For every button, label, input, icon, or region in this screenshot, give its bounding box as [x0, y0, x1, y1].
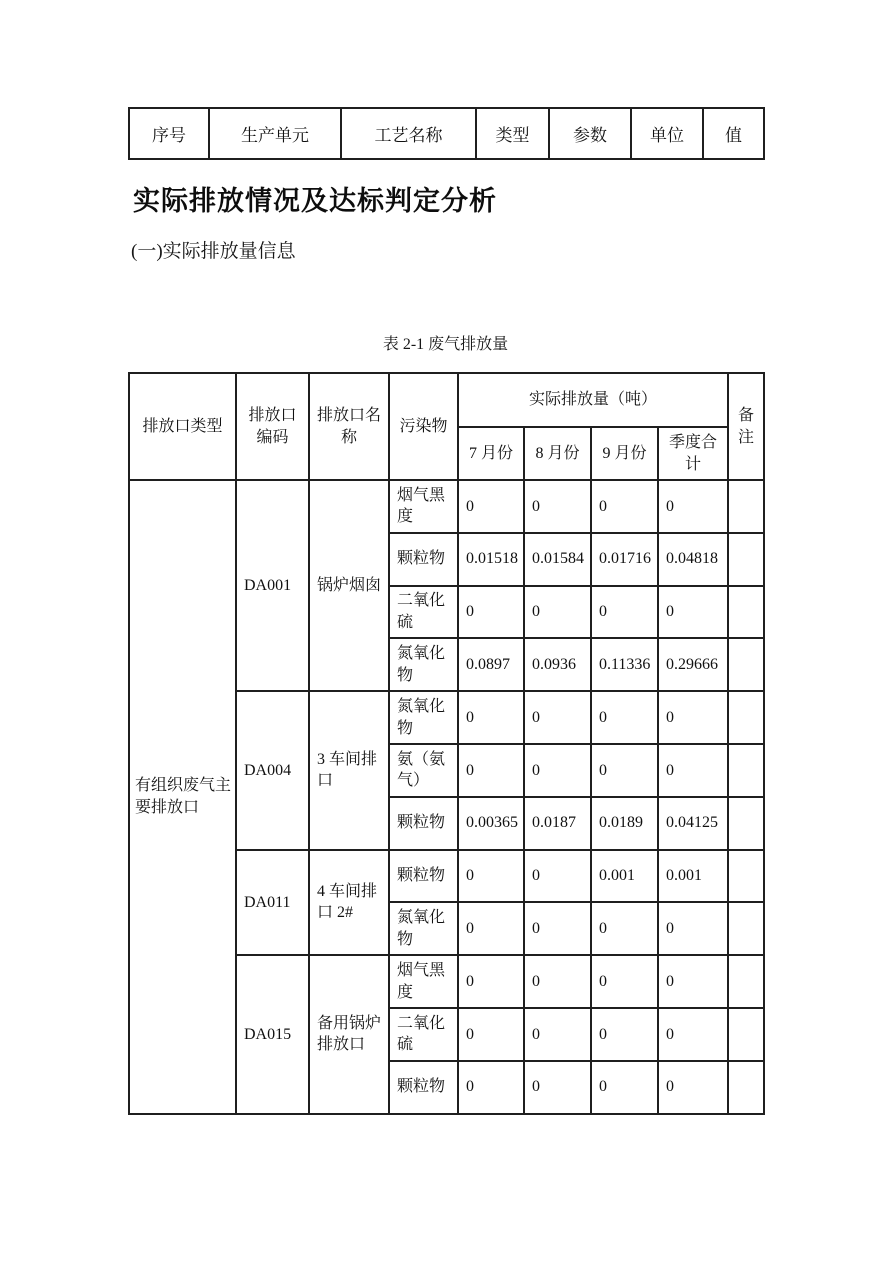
value-cell-july: 0.0897 — [458, 638, 524, 691]
column-header-parameter: 参数 — [549, 108, 631, 159]
outlet-code-cell: DA004 — [236, 691, 309, 849]
value-cell-quarter: 0 — [658, 902, 728, 955]
outlet-type-cell: 有组织废气主要排放口 — [129, 480, 236, 1114]
value-cell-july: 0 — [458, 955, 524, 1008]
remark-cell — [728, 586, 764, 639]
outlet-name-cell: 4 车间排口 2# — [309, 850, 389, 956]
remark-cell — [728, 797, 764, 850]
column-header-pollutant: 污染物 — [389, 373, 458, 480]
pollutant-cell: 颗粒物 — [389, 1061, 458, 1114]
column-header-august: 8 月份 — [524, 427, 591, 480]
value-cell-july: 0 — [458, 1008, 524, 1061]
remark-cell — [728, 533, 764, 586]
value-cell-quarter: 0.29666 — [658, 638, 728, 691]
value-cell-august: 0 — [524, 1061, 591, 1114]
value-cell-quarter: 0 — [658, 691, 728, 744]
value-cell-august: 0 — [524, 744, 591, 797]
value-cell-september: 0.0189 — [591, 797, 658, 850]
value-cell-september: 0 — [591, 586, 658, 639]
column-header-unit: 单位 — [631, 108, 703, 159]
value-cell-quarter: 0 — [658, 1008, 728, 1061]
value-cell-september: 0 — [591, 1008, 658, 1061]
outlet-code-cell: DA015 — [236, 955, 309, 1113]
pollutant-cell: 颗粒物 — [389, 797, 458, 850]
pollutant-cell: 颗粒物 — [389, 533, 458, 586]
outlet-name-cell: 备用锅炉排放口 — [309, 955, 389, 1113]
value-cell-july: 0 — [458, 850, 524, 903]
remark-cell — [728, 902, 764, 955]
column-header-quarter-total: 季度合计 — [658, 427, 728, 480]
emission-table — [128, 372, 765, 1115]
value-cell-august: 0 — [524, 586, 591, 639]
pollutant-cell: 氮氧化物 — [389, 638, 458, 691]
section-heading: 实际排放情况及达标判定分析 — [133, 186, 497, 216]
column-header-production-unit: 生产单元 — [209, 108, 341, 159]
table-row — [129, 480, 764, 533]
value-cell-september: 0 — [591, 691, 658, 744]
remark-cell — [728, 691, 764, 744]
value-cell-september: 0 — [591, 955, 658, 1008]
table-row — [129, 108, 764, 159]
value-cell-august: 0 — [524, 850, 591, 903]
remark-cell — [728, 744, 764, 797]
pollutant-cell: 氨（氨气） — [389, 744, 458, 797]
outlet-code-cell: DA011 — [236, 850, 309, 956]
value-cell-september: 0 — [591, 1061, 658, 1114]
column-header-remark: 备注 — [728, 373, 764, 480]
pollutant-cell: 氮氧化物 — [389, 691, 458, 744]
value-cell-august: 0 — [524, 955, 591, 1008]
column-header-outlet-name: 排放口名称 — [309, 373, 389, 480]
pollutant-cell: 颗粒物 — [389, 850, 458, 903]
column-header-september: 9 月份 — [591, 427, 658, 480]
value-cell-july: 0 — [458, 744, 524, 797]
column-header-july: 7 月份 — [458, 427, 524, 480]
remark-cell — [728, 1008, 764, 1061]
pollutant-cell: 二氧化硫 — [389, 586, 458, 639]
parameter-table — [128, 107, 765, 160]
value-cell-august: 0.0187 — [524, 797, 591, 850]
value-cell-quarter: 0 — [658, 586, 728, 639]
value-cell-september: 0 — [591, 744, 658, 797]
remark-cell — [728, 480, 764, 533]
value-cell-august: 0 — [524, 480, 591, 533]
value-cell-july: 0 — [458, 586, 524, 639]
column-header-value: 值 — [703, 108, 764, 159]
column-header-index: 序号 — [129, 108, 209, 159]
value-cell-july: 0 — [458, 1061, 524, 1114]
column-header-type: 类型 — [476, 108, 549, 159]
column-header-process-name: 工艺名称 — [341, 108, 476, 159]
value-cell-september: 0 — [591, 902, 658, 955]
value-cell-july: 0.01518 — [458, 533, 524, 586]
value-cell-september: 0.01716 — [591, 533, 658, 586]
pollutant-cell: 烟气黑度 — [389, 480, 458, 533]
remark-cell — [728, 850, 764, 903]
value-cell-july: 0 — [458, 691, 524, 744]
value-cell-quarter: 0.001 — [658, 850, 728, 903]
value-cell-september: 0.11336 — [591, 638, 658, 691]
value-cell-august: 0 — [524, 1008, 591, 1061]
table-header-row — [129, 373, 764, 427]
value-cell-quarter: 0.04818 — [658, 533, 728, 586]
value-cell-july: 0.00365 — [458, 797, 524, 850]
value-cell-quarter: 0 — [658, 480, 728, 533]
outlet-name-cell: 3 车间排口 — [309, 691, 389, 849]
remark-cell — [728, 638, 764, 691]
value-cell-quarter: 0 — [658, 1061, 728, 1114]
outlet-code-cell: DA001 — [236, 480, 309, 691]
value-cell-august: 0 — [524, 691, 591, 744]
column-header-outlet-type: 排放口类型 — [129, 373, 236, 480]
pollutant-cell: 二氧化硫 — [389, 1008, 458, 1061]
pollutant-cell: 烟气黑度 — [389, 955, 458, 1008]
remark-cell — [728, 955, 764, 1008]
value-cell-august: 0.01584 — [524, 533, 591, 586]
column-header-outlet-code: 排放口编码 — [236, 373, 309, 480]
value-cell-quarter: 0 — [658, 744, 728, 797]
table-caption: 表 2-1 废气排放量 — [382, 336, 509, 353]
value-cell-quarter: 0 — [658, 955, 728, 1008]
column-header-actual-emission: 实际排放量（吨） — [458, 373, 728, 427]
outlet-name-cell: 锅炉烟囱 — [309, 480, 389, 691]
value-cell-july: 0 — [458, 902, 524, 955]
value-cell-august: 0.0936 — [524, 638, 591, 691]
pollutant-cell: 氮氧化物 — [389, 902, 458, 955]
value-cell-quarter: 0.04125 — [658, 797, 728, 850]
value-cell-july: 0 — [458, 480, 524, 533]
subsection-heading: (一)实际排放量信息 — [131, 241, 296, 262]
remark-cell — [728, 1061, 764, 1114]
value-cell-september: 0.001 — [591, 850, 658, 903]
value-cell-august: 0 — [524, 902, 591, 955]
value-cell-september: 0 — [591, 480, 658, 533]
